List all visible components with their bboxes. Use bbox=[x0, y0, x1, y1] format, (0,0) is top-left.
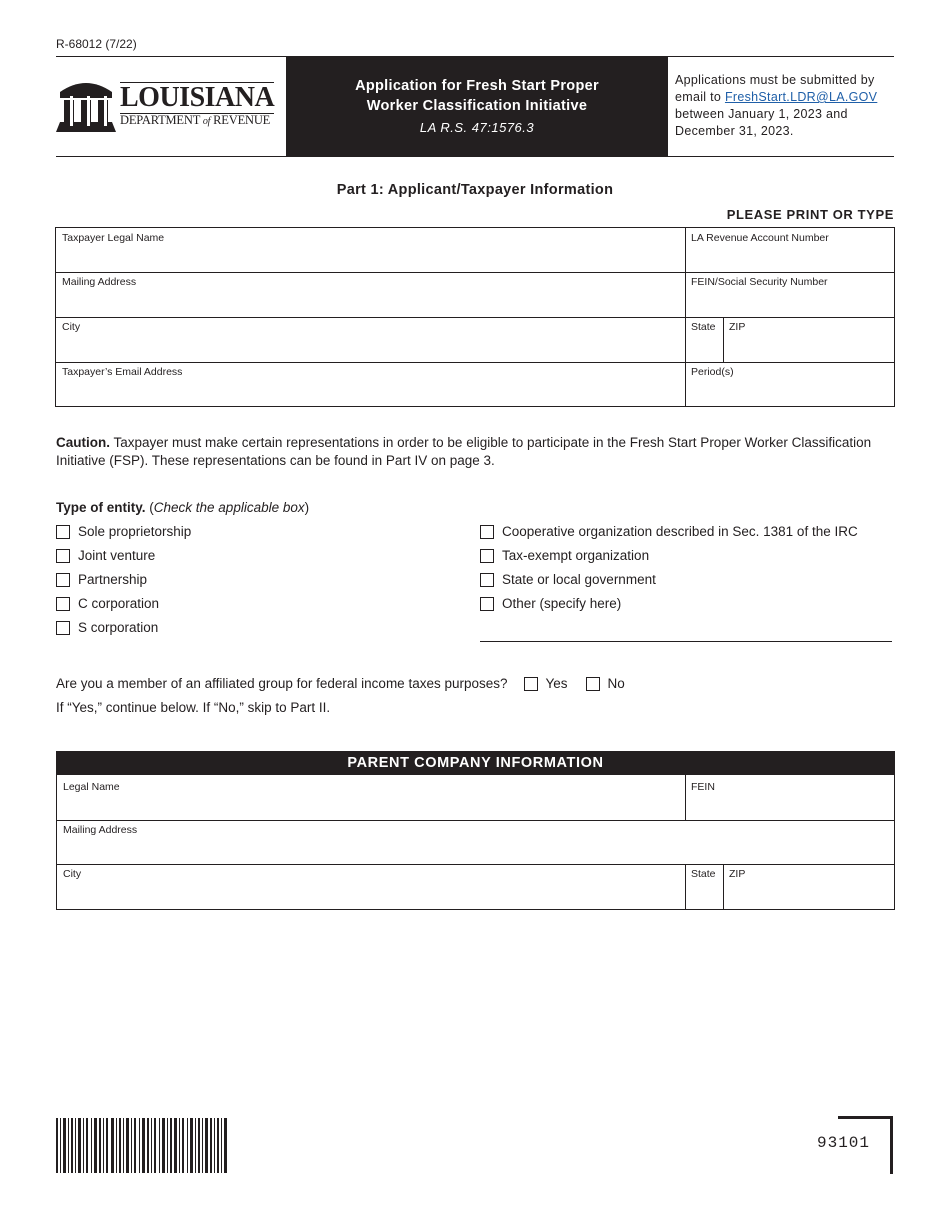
city-label: City bbox=[62, 321, 81, 333]
submission-note-prefix: Applications must be submitted by email to bbox=[675, 73, 875, 104]
checkbox[interactable] bbox=[56, 573, 70, 587]
parent-legal-name-label: Legal Name bbox=[63, 781, 120, 793]
checkbox[interactable] bbox=[56, 549, 70, 563]
parent-mailing-address-field[interactable] bbox=[57, 820, 894, 864]
form-title-box bbox=[286, 57, 668, 156]
state-label: State bbox=[691, 321, 716, 333]
form-title bbox=[286, 76, 668, 116]
submission-note-suffix: between January 1, 2023 and December 31, 2023. bbox=[675, 107, 848, 138]
periods-field[interactable] bbox=[685, 362, 894, 406]
parent-mailing-address-label: Mailing Address bbox=[63, 824, 138, 836]
checkbox[interactable] bbox=[480, 525, 494, 539]
entity-option-label: C corporation bbox=[78, 596, 160, 611]
form-code-number: 93101 bbox=[817, 1134, 871, 1152]
mailing-address-label: Mailing Address bbox=[62, 276, 137, 288]
account-number-label: LA Revenue Account Number bbox=[691, 232, 829, 244]
checkbox[interactable] bbox=[480, 549, 494, 563]
entity-option-government[interactable] bbox=[480, 572, 656, 587]
capitol-column-icon bbox=[56, 78, 116, 134]
affiliated-group-question bbox=[56, 676, 625, 691]
logo-dept-of: of bbox=[202, 116, 211, 127]
parent-company-header: PARENT COMPANY INFORMATION bbox=[56, 751, 895, 775]
entity-option-s-corporation[interactable] bbox=[56, 620, 158, 635]
entity-option-label: Sole proprietorship bbox=[78, 524, 192, 539]
applicant-info-grid bbox=[55, 227, 895, 407]
parent-state-field[interactable] bbox=[685, 864, 723, 909]
taxpayer-email-field[interactable] bbox=[56, 362, 685, 406]
entity-option-cooperative[interactable] bbox=[480, 524, 858, 539]
parent-state-label: State bbox=[691, 868, 716, 880]
entity-option-other[interactable] bbox=[480, 596, 621, 611]
louisiana-logo bbox=[56, 78, 274, 134]
parent-zip-label: ZIP bbox=[729, 868, 746, 880]
la-revenue-account-number-field[interactable] bbox=[685, 228, 894, 272]
caution-paragraph bbox=[56, 434, 901, 470]
parent-city-label: City bbox=[63, 868, 82, 880]
entity-option-label: Joint venture bbox=[78, 548, 156, 563]
form-id: R-68012 (7/22) bbox=[56, 37, 137, 51]
entity-option-c-corporation[interactable] bbox=[56, 596, 159, 611]
form-title-line2: Worker Classification Initiative bbox=[366, 98, 588, 114]
taxpayer-email-label: Taxpayer’s Email Address bbox=[62, 366, 183, 378]
corner-mark-vertical bbox=[890, 1116, 893, 1174]
print-or-type-note: PLEASE PRINT OR TYPE bbox=[726, 207, 894, 222]
submission-email-link[interactable]: FreshStart.LDR@LA.GOV bbox=[724, 90, 878, 104]
entity-type-heading: Type of entity. (Check the applicable box) bbox=[56, 500, 310, 515]
affiliated-yes-label: Yes bbox=[545, 676, 568, 691]
parent-fein-label: FEIN bbox=[691, 781, 715, 793]
entity-option-label: Cooperative organization described in Sec. 1381 of the IRC bbox=[502, 524, 858, 539]
periods-label: Period(s) bbox=[691, 366, 734, 378]
parent-fein-field[interactable] bbox=[685, 777, 894, 820]
submission-note bbox=[675, 72, 894, 140]
affiliated-question-text: Are you a member of an affiliated group for federal income taxes purposes? bbox=[56, 676, 508, 691]
state-field[interactable] bbox=[685, 317, 723, 362]
entity-option-label: S corporation bbox=[78, 620, 159, 635]
checkbox[interactable] bbox=[480, 573, 494, 587]
zip-field[interactable] bbox=[723, 317, 894, 362]
entity-option-label: Partnership bbox=[78, 572, 148, 587]
entity-type-title: Type of entity. bbox=[56, 500, 146, 515]
entity-option-partnership[interactable] bbox=[56, 572, 147, 587]
entity-option-sole-proprietorship[interactable] bbox=[56, 524, 191, 539]
mailing-address-field[interactable] bbox=[56, 272, 685, 317]
entity-option-joint-venture[interactable] bbox=[56, 548, 155, 563]
barcode bbox=[56, 1118, 228, 1173]
other-specify-input-line[interactable] bbox=[480, 641, 892, 642]
statute-reference: LA R.S. 47:1576.3 bbox=[419, 120, 535, 135]
entity-option-tax-exempt[interactable] bbox=[480, 548, 649, 563]
parent-company-grid bbox=[56, 775, 895, 910]
checkbox[interactable] bbox=[56, 525, 70, 539]
form-title-line1: Application for Fresh Start Proper bbox=[355, 78, 599, 94]
checkbox[interactable] bbox=[56, 597, 70, 611]
affiliated-no-label: No bbox=[607, 676, 625, 691]
parent-zip-field[interactable] bbox=[723, 864, 894, 909]
caution-label: Caution. bbox=[56, 435, 110, 450]
part1-title: Part 1: Applicant/Taxpayer Information bbox=[336, 182, 614, 198]
affiliated-instruction: If “Yes,” continue below. If “No,” skip to Part II. bbox=[56, 700, 331, 715]
parent-legal-name-field[interactable] bbox=[57, 777, 685, 820]
taxpayer-legal-name-label: Taxpayer Legal Name bbox=[62, 232, 165, 244]
fein-ssn-field[interactable] bbox=[685, 272, 894, 317]
logo-dept-prefix: DEPARTMENT bbox=[120, 113, 200, 127]
zip-label: ZIP bbox=[729, 321, 746, 333]
logo-department bbox=[120, 113, 270, 128]
parent-city-field[interactable] bbox=[57, 864, 685, 909]
header-bottom-rule bbox=[56, 156, 894, 157]
affiliated-no-checkbox[interactable] bbox=[586, 677, 600, 691]
checkbox[interactable] bbox=[56, 621, 70, 635]
city-field[interactable] bbox=[56, 317, 685, 362]
entity-type-instruction: Check the applicable box bbox=[153, 500, 305, 515]
entity-option-label: State or local government bbox=[502, 572, 656, 587]
entity-option-label: Other (specify here) bbox=[502, 596, 622, 611]
affiliated-yes-checkbox[interactable] bbox=[524, 677, 538, 691]
corner-mark-horizontal bbox=[838, 1116, 893, 1119]
logo-dept-suffix: REVENUE bbox=[213, 113, 271, 127]
taxpayer-legal-name-field[interactable] bbox=[56, 228, 685, 272]
fein-ssn-label: FEIN/Social Security Number bbox=[691, 276, 828, 288]
caution-text: Taxpayer must make certain representations in order to be eligible to participate in the Fresh Start Proper Worker Classification Initiative (FSP). These representations can be found in Part IV on page 3. bbox=[56, 435, 872, 468]
entity-option-label: Tax-exempt organization bbox=[502, 548, 650, 563]
logo-wordmark: LOUISIANA bbox=[120, 82, 275, 113]
checkbox[interactable] bbox=[480, 597, 494, 611]
